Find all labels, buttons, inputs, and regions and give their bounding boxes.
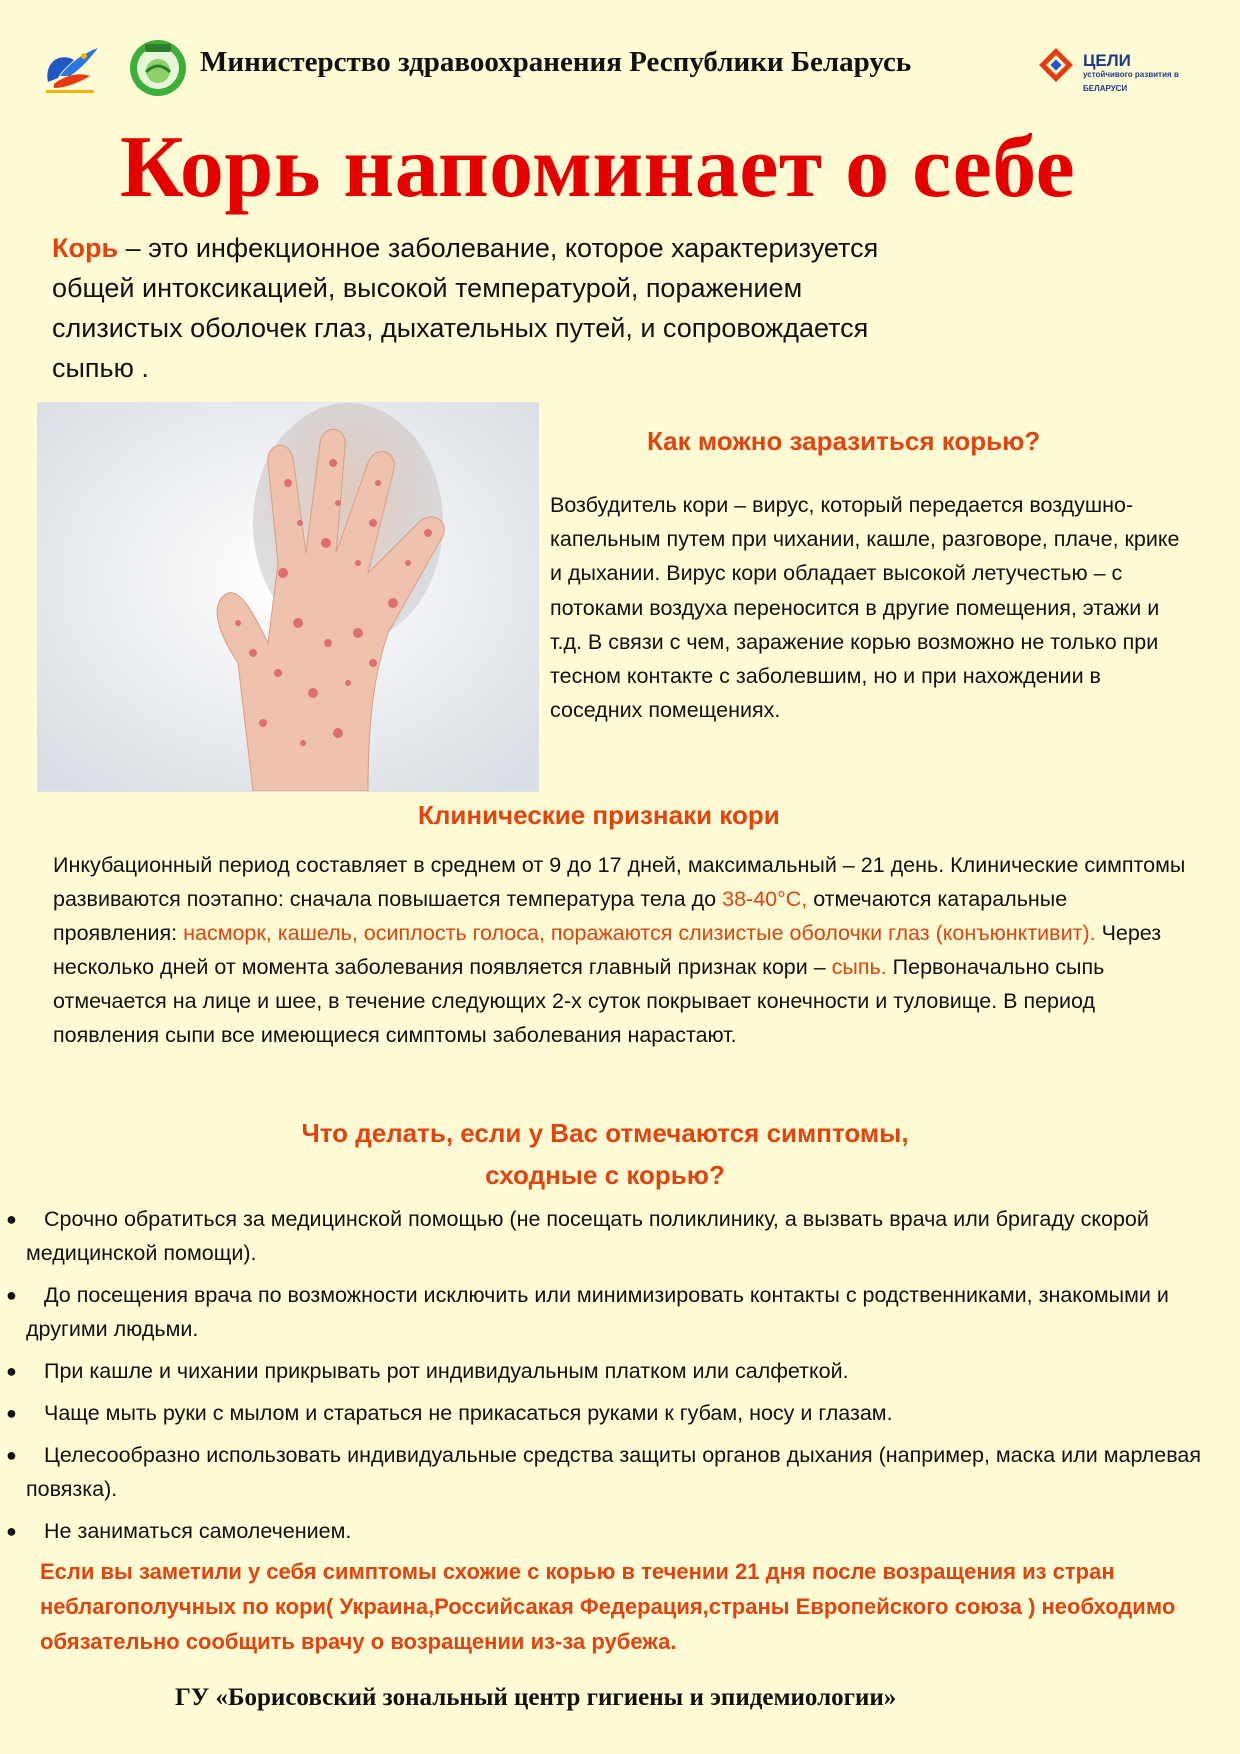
bullet-icon: ● bbox=[6, 1445, 17, 1465]
health-bird-logo-icon bbox=[40, 42, 100, 98]
clinical-symptoms: насморк, кашель, осиплость голоса, поражаются слизистые оболочки глаз (конъюнктивит). bbox=[183, 921, 1096, 945]
what-to-do-list bbox=[0, 1202, 1215, 1556]
how-to-get-infected-text: Возбудитель кори – вирус, который передается воздушно-капельным путем при чихании, кашле, разговоре, плаче, крике и дыхании. Вирус кори обладает высокой летучестью – с потоками воздуха переносится в другие помещения, этажи и т.д. В связи с чем, заражение корью возможно не только при тесном контакте с заболевшим, но и при нахождении в соседних помещениях. bbox=[550, 493, 1180, 723]
sdg-logo-small: устойчивого развития в bbox=[1083, 70, 1179, 79]
sdg-belarus-logo-icon bbox=[1035, 42, 1205, 92]
intro-term: Корь bbox=[52, 233, 119, 263]
travel-warning: Если вы заметили у себя симптомы схожие с корью в течении 21 дня после возращения из стран неблагополучных по кори( Украина,Российсакая Федерация,страны Европейского союза ) необходимо обязательно сообщить врачу о возращении из-за рубежа. bbox=[40, 1559, 1176, 1654]
how-to-get-infected-heading: Как можно заразиться корью? bbox=[647, 426, 1041, 456]
header bbox=[40, 38, 1205, 108]
what-to-do-heading-line1: Что делать, если у Вас отмечаются симптомы, bbox=[301, 1118, 909, 1148]
clinical-signs-heading: Клинические признаки кори bbox=[418, 800, 780, 830]
sdg-logo-sub: БЕЛАРУСИ bbox=[1083, 84, 1128, 93]
bullet-icon: ● bbox=[6, 1403, 17, 1423]
sdg-logo-text bbox=[1083, 51, 1179, 96]
list-item bbox=[0, 1278, 1215, 1346]
clinical-p1: Инкубационный период составляет в среднем от 9 до 17 дней, максимальный – 21 день. Клинические симптомы развиваются поэтапно: сначала повышается температура тела до bbox=[53, 853, 1186, 911]
ministry-name: Министерство здравоохранения Республики Беларусь bbox=[200, 46, 912, 78]
clinical-p2: отмечаются катаральные проявления: bbox=[53, 887, 1068, 945]
clinical-p4: Первоначально сыпь отмечается на лице и шее, в течение следующих 2-х суток покрывает конечности и туловище. В период появления сыпи все имеющиеся симптомы заболевания нарастают. bbox=[53, 955, 1105, 1047]
list-item-text: Целесообразно использовать индивидуальные средства защиты органов дыхания (например, маска или марлевая повязка). bbox=[26, 1443, 1201, 1501]
clinical-rash: сыпь. bbox=[831, 955, 887, 979]
bullet-icon: ● bbox=[6, 1209, 17, 1229]
page-title: Корь напоминает о себе bbox=[120, 119, 1076, 216]
intro-text: – это инфекционное заболевание, которое характеризуется общей интоксикацией, высокой температурой, поражением слизистых оболочек глаз, дыхательных путей, и сопровождается сыпью . bbox=[52, 233, 879, 383]
clinical-p3: Через несколько дней от момента заболевания появляется главный признак кори – bbox=[53, 921, 1162, 979]
list-item bbox=[0, 1396, 1215, 1430]
bullet-icon: ● bbox=[6, 1361, 17, 1381]
list-item bbox=[0, 1202, 1215, 1270]
what-to-do-heading bbox=[165, 1112, 1045, 1196]
list-item-text: Чаще мыть руки с мылом и стараться не прикасаться руками к губам, носу и глазам. bbox=[44, 1401, 893, 1425]
list-item bbox=[0, 1438, 1215, 1506]
what-to-do-heading-line2: сходные с корью? bbox=[485, 1160, 725, 1190]
list-item-text: До посещения врача по возможности исключить или минимизировать контакты с родственниками, знакомыми и другими людьми. bbox=[26, 1283, 1169, 1341]
sdg-logo-word: ЦЕЛИ bbox=[1083, 51, 1131, 70]
clinical-temp: 38-40°С, bbox=[722, 887, 808, 911]
list-item-text: Не заниматься самолечением. bbox=[44, 1519, 352, 1543]
list-item bbox=[0, 1354, 1215, 1388]
hand-with-rash-photo bbox=[37, 402, 539, 792]
bullet-icon: ● bbox=[6, 1521, 17, 1541]
list-item bbox=[0, 1514, 1215, 1548]
intro-paragraph bbox=[52, 228, 922, 388]
list-item-text: Срочно обратиться за медицинской помощью (не посещать поликлинику, а вызвать врача или бригаду скорой медицинской помощи). bbox=[26, 1207, 1149, 1265]
list-item-text: При кашле и чихании прикрывать рот индивидуальным платком или салфеткой. bbox=[44, 1359, 849, 1383]
borisov-city-logo-icon bbox=[128, 38, 188, 98]
bullet-icon: ● bbox=[6, 1285, 17, 1305]
clinical-signs-text bbox=[53, 848, 1188, 1052]
footer-organization: ГУ «Борисовский зональный центр гигиены и эпидемиологии» bbox=[175, 1684, 897, 1711]
